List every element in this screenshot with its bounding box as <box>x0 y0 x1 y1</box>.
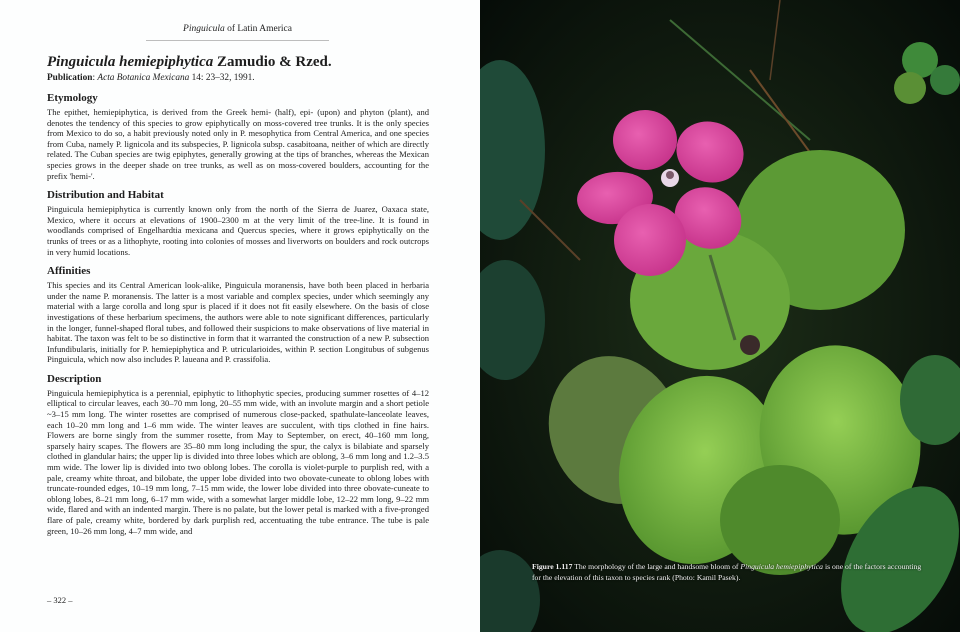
species-authority: Zamudio & Rzed. <box>213 54 332 70</box>
publication-label: Publication <box>47 73 93 83</box>
heading-description: Description <box>47 372 102 385</box>
heading-affinities: Affinities <box>47 265 91 278</box>
species-name: Pinguicula hemiepiphytica <box>47 54 214 70</box>
running-head-rest: of Latin America <box>224 24 292 34</box>
article-body <box>47 52 429 543</box>
heading-distribution: Distribution and Habitat <box>47 189 164 202</box>
caption-species: Pinguicula hemiepiphytica <box>740 562 824 571</box>
heading-etymology: Etymology <box>47 92 98 104</box>
publication-separator: : <box>92 73 98 83</box>
figure-label: Figure 1.117 <box>532 562 573 571</box>
publication-journal: Acta Botanica Mexicana <box>97 73 190 83</box>
pinguicula-photo-illustration <box>480 0 960 632</box>
publication-reference: 14: 23–32, 1991. <box>189 73 255 83</box>
distribution-text: Pinguicula hemiepiphytica is currently known only from the north of the Sierra de Juarez, Oaxaca state, Mexico, where it occurs at elevations of 1900–2300 m at the very limit of the tree-line. It is found in woodlands comprised of Engelhardtia mexicana and Quercus species, where it grows epiphytically on the trunks of trees or as a lithophyte, rooting into colonies of mosses and liverworts on boulders and rock outcrops in very humid locations. <box>47 204 429 257</box>
page-number: – 322 – <box>47 595 73 605</box>
affinities-text: This species and its Central American look-alike, Pinguicula moranensis, have both been placed in herbaria under the name P. moranensis. The latter is a most variable and complex species, under which seemingly any material with a large corolla and long spur is placed if it does not fit easily elsewhere. On the basis of close investigations of these herbarium specimens, the authors were able to note significant differences, particularly in the longer, funnel-shaped floral tubes, and followed their suspicions to make observations of live material in habitat. The taxon was felt to be so distinctive in form that it warranted the construction of a new P. subsection Infundibularis, initially for P. hemiepiphytica and P. utricularioides, within P. section Longitubus of subgenus Pinguicula, which now also includes P. laueana and P. crassifolia. <box>47 280 429 365</box>
running-head-rule <box>146 40 329 41</box>
figure-photo <box>480 0 960 632</box>
publication-line <box>47 72 429 84</box>
description-text: Pinguicula hemiepiphytica is a perennial, epiphytic to lithophytic species, producing summer rosettes of 4–12 elliptical to circular leaves, each 30–70 mm long, 20–55 mm wide, with an involute margin and a short petiole ~3–15 mm long. The winter rosettes are comprised of numerous close-packed, spathulate-lanceolate leaves, each 10–20 mm long and 1–6 mm wide. The winter leaves are succulent, with tips clothed in fine hairs. Flowers are borne singly from the summer rosette, from May to September, on erect, 40–160 mm long, sparsely hairy scapes. The flowers are 35–80 mm long including the spur, the calyx is bilabiate and sparsely clothed in glandular hairs; the upper lip is divided into three lobes which are oblong, 3–6 mm long and 1.2–3.5 mm wide. The lower lip is divided into two oblong lobes. The corolla is violet-purple to purplish red, with a pale, creamy white throat, and bilobate, the upper lobe divided into two obovate-cuneate to oblong lobes with truncate-rounded edges, 10–19 mm long, 7–15 mm wide, the lower lobe divided into three obovate-cuneate to oblong lobes, 8–21 mm long, 6–17 mm wide, with a somewhat larger middle lobe, 12–22 mm long, 9–22 mm wide, flared and with an indented margin. There is no palate, but the lower petal is marked with a five-pronged flare of pale, creamy white, bordered by dark purplish red, accentuating the tube entrance. The tube is pale green, 10–26 mm long, 4–7 mm wide, and <box>47 387 429 536</box>
etymology-text: The epithet, hemiepiphytica, is derived from the Greek hemi- (half), epi- (upon) and phyton (plant), and denotes the tendency of this species to grow epiphytically on moss-covered tree trunks. It is the only species from Mexico to do so, a habit previously noted only in P. mesophytica from Central America, and one species from Cuba, namely P. lignicola and its subspecies, P. lignicola subsp. casabitoana, neither of which are directly related. The Cuban species are twig epiphytes, generally growing at the tips of branches, whereas the Mexican species grows in the deeper shade on tree trunks, as well as on moss-covered boulders, accounting for the prefix 'hemi-'. <box>47 107 429 181</box>
caption-text-start: The morphology of the large and handsome bloom of <box>572 562 741 571</box>
caption-text-end: is one of the factors accounting for the elevation of this taxon to species rank (Photo: Kamil Pasek). <box>532 562 922 582</box>
species-title <box>47 52 429 72</box>
running-head-genus: Pinguicula <box>183 24 225 34</box>
figure-caption <box>532 562 922 583</box>
running-head <box>146 24 329 34</box>
